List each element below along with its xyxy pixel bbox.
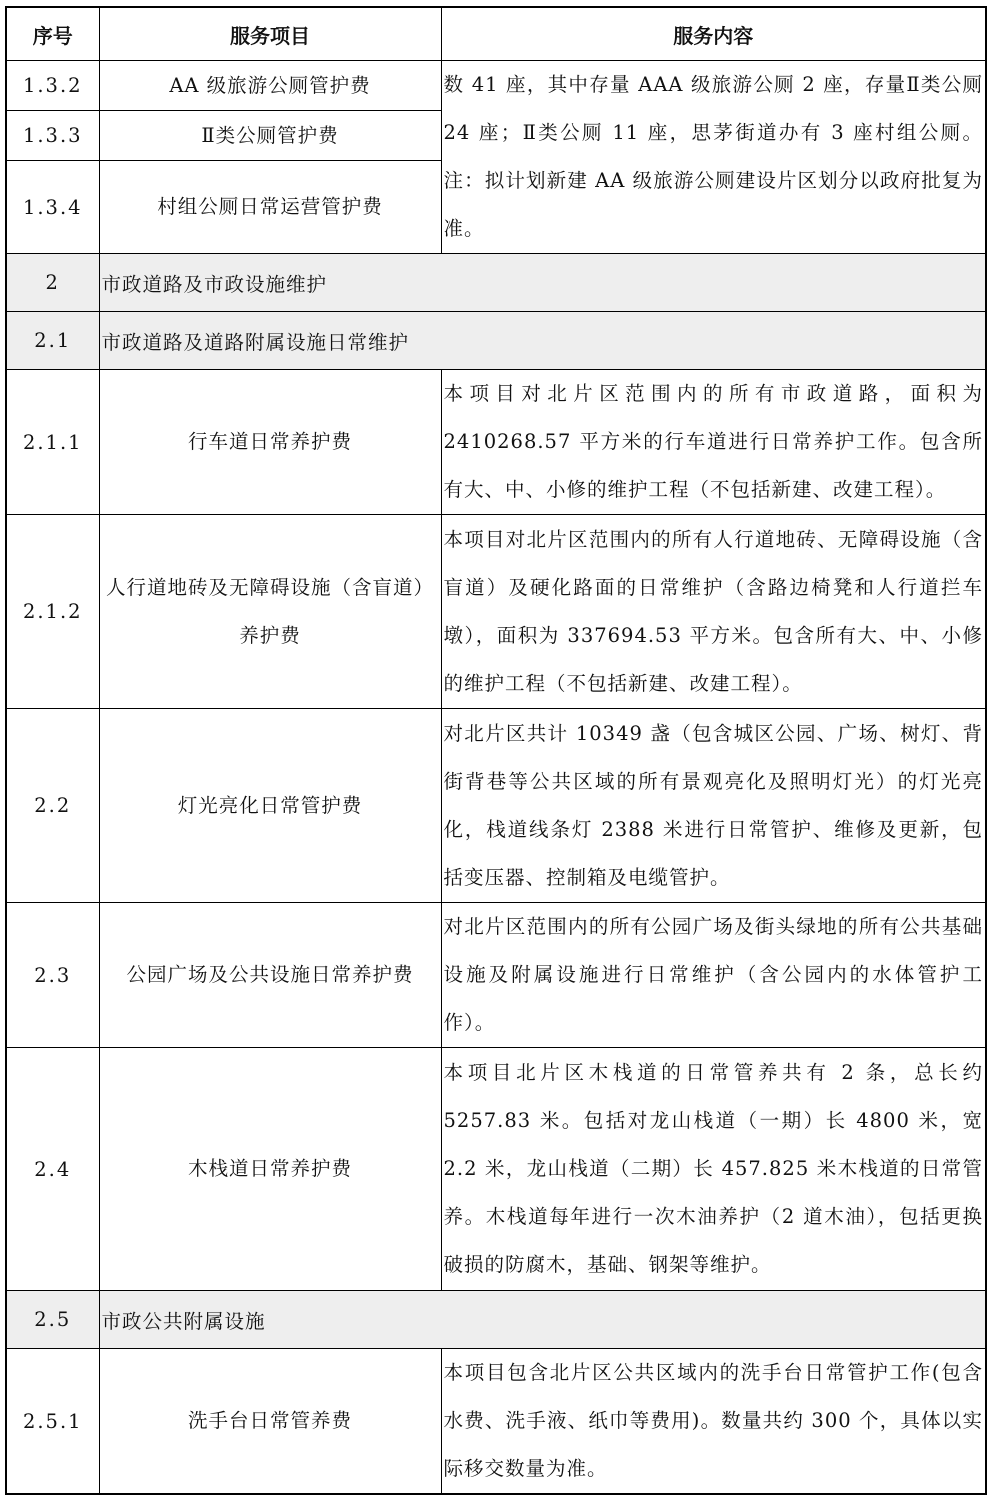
section-number: 2 bbox=[6, 254, 99, 312]
row-item: 村组公厕日常运营管护费 bbox=[99, 161, 441, 254]
row-number: 2.1.1 bbox=[6, 370, 99, 515]
section-number: 2.5 bbox=[6, 1291, 99, 1349]
section-title: 市政公共附属设施 bbox=[99, 1291, 986, 1349]
header-content: 服务内容 bbox=[441, 7, 986, 61]
row-number: 1.3.2 bbox=[6, 61, 99, 111]
row-content: 对北片区范围内的所有公园广场及街头绿地的所有公共基础设施及附属设施进行日常维护（含公园内的水体管护工作）。 bbox=[441, 903, 986, 1048]
row-number: 2.1.2 bbox=[6, 515, 99, 709]
table-row bbox=[6, 1048, 986, 1291]
table-row bbox=[6, 709, 986, 903]
table-row bbox=[6, 515, 986, 709]
header-seq: 序号 bbox=[6, 7, 99, 61]
row-content: 数 41 座，其中存量 AAA 级旅游公厕 2 座，存量Ⅱ类公厕 24 座；Ⅱ类公厕 11 座，思茅街道办有 3 座村组公厕。注：拟计划新建 AA 级旅游公厕建设片区划分以政府批复为准。 bbox=[441, 61, 986, 254]
section-row bbox=[6, 312, 986, 370]
row-item: 灯光亮化日常管护费 bbox=[99, 709, 441, 903]
row-item: Ⅱ类公厕管护费 bbox=[99, 111, 441, 161]
row-number: 2.3 bbox=[6, 903, 99, 1048]
row-content: 本项目包含北片区公共区域内的洗手台日常管护工作(包含水费、洗手液、纸巾等费用)。数量共约 300 个，具体以实际移交数量为准。 bbox=[441, 1349, 986, 1495]
section-title: 市政道路及道路附属设施日常维护 bbox=[99, 312, 986, 370]
table-header-row bbox=[6, 7, 986, 61]
row-item: 洗手台日常管养费 bbox=[99, 1349, 441, 1495]
row-content: 对北片区共计 10349 盏（包含城区公园、广场、树灯、背街背巷等公共区域的所有景观亮化及照明灯光）的灯光亮化，栈道线条灯 2388 米进行日常管护、维修及更新，包括变压器、控制箱及电缆管护。 bbox=[441, 709, 986, 903]
row-number: 2.4 bbox=[6, 1048, 99, 1291]
service-table bbox=[5, 6, 987, 1495]
row-item: 人行道地砖及无障碍设施（含盲道）养护费 bbox=[99, 515, 441, 709]
row-number: 1.3.4 bbox=[6, 161, 99, 254]
section-row bbox=[6, 1291, 986, 1349]
table-row bbox=[6, 903, 986, 1048]
row-item: 行车道日常养护费 bbox=[99, 370, 441, 515]
row-content: 本项目北片区木栈道的日常管养共有 2 条，总长约 5257.83 米。包括对龙山栈道（一期）长 4800 米，宽 2.2 米，龙山栈道（二期）长 457.825 米木栈道的日常管养。木栈道每年进行一次木油养护（2 道木油），包括更换破损的防腐木，基础、钢架等维护。 bbox=[441, 1048, 986, 1291]
table-row bbox=[6, 61, 986, 111]
section-number: 2.1 bbox=[6, 312, 99, 370]
row-item: 木栈道日常养护费 bbox=[99, 1048, 441, 1291]
row-number: 2.2 bbox=[6, 709, 99, 903]
row-content: 本项目对北片区范围内的所有市政道路，面积为 2410268.57 平方米的行车道进行日常养护工作。包含所有大、中、小修的维护工程（不包括新建、改建工程）。 bbox=[441, 370, 986, 515]
section-row bbox=[6, 254, 986, 312]
header-item: 服务项目 bbox=[99, 7, 441, 61]
row-number: 2.5.1 bbox=[6, 1349, 99, 1495]
row-item: AA 级旅游公厕管护费 bbox=[99, 61, 441, 111]
table-row bbox=[6, 1349, 986, 1495]
section-title: 市政道路及市政设施维护 bbox=[99, 254, 986, 312]
row-item: 公园广场及公共设施日常养护费 bbox=[99, 903, 441, 1048]
table-row bbox=[6, 370, 986, 515]
row-content: 本项目对北片区范围内的所有人行道地砖、无障碍设施（含盲道）及硬化路面的日常维护（含路边椅凳和人行道拦车墩），面积为 337694.53 平方米。包含所有大、中、小修的维护工程（不包括新建、改建工程）。 bbox=[441, 515, 986, 709]
row-number: 1.3.3 bbox=[6, 111, 99, 161]
